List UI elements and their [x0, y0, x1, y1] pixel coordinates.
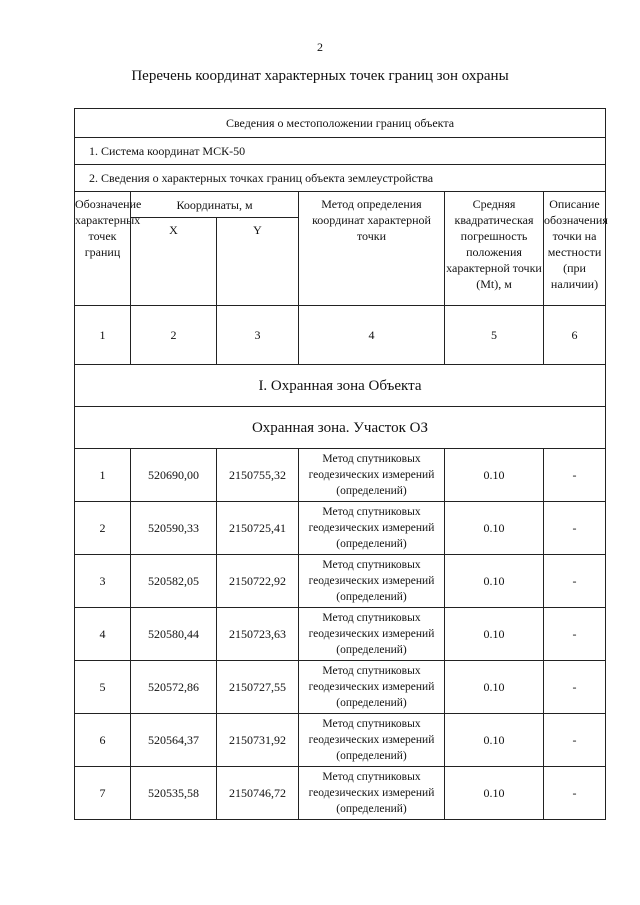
col-number: 4 [299, 306, 445, 365]
point-x: 520564,37 [131, 714, 217, 767]
point-method: Метод спутниковых геодезических измерений (определений) [299, 449, 445, 502]
points-header: 2. Сведения о характерных точках границ объекта землеустройства [75, 165, 606, 192]
point-number: 7 [75, 767, 131, 820]
point-description: - [544, 714, 606, 767]
point-y: 2150727,55 [217, 661, 299, 714]
col-header-coordinates: Координаты, м [131, 192, 299, 218]
point-number: 4 [75, 608, 131, 661]
point-x: 520582,05 [131, 555, 217, 608]
point-method: Метод спутниковых геодезических измерений (определений) [299, 714, 445, 767]
point-x: 520535,58 [131, 767, 217, 820]
point-method: Метод спутниковых геодезических измерений (определений) [299, 608, 445, 661]
subzone-title: Охранная зона. Участок ОЗ [75, 407, 606, 449]
point-method: Метод спутниковых геодезических измерений (определений) [299, 555, 445, 608]
point-mt: 0.10 [445, 449, 544, 502]
column-number-row [75, 306, 606, 365]
point-mt: 0.10 [445, 767, 544, 820]
table-row [75, 555, 606, 608]
point-y: 2150722,92 [217, 555, 299, 608]
zone-title: I. Охранная зона Объекта [75, 365, 606, 407]
table-row [75, 767, 606, 820]
col-header-y: Y [217, 218, 299, 306]
point-y: 2150731,92 [217, 714, 299, 767]
point-y: 2150723,63 [217, 608, 299, 661]
point-mt: 0.10 [445, 714, 544, 767]
table-row [75, 502, 606, 555]
point-description: - [544, 502, 606, 555]
point-mt: 0.10 [445, 608, 544, 661]
coordinate-system: 1. Система координат МСК-50 [75, 138, 606, 165]
table-row [75, 608, 606, 661]
table-row [75, 449, 606, 502]
col-number: 2 [131, 306, 217, 365]
table-body [75, 109, 606, 820]
point-number: 1 [75, 449, 131, 502]
point-number: 6 [75, 714, 131, 767]
point-x: 520690,00 [131, 449, 217, 502]
col-number: 5 [445, 306, 544, 365]
col-header-error: Средняя квадратическая погрешность положения характерной точки (Mt), м [445, 192, 544, 306]
coordinates-table [74, 108, 606, 820]
point-x: 520572,86 [131, 661, 217, 714]
point-x: 520580,44 [131, 608, 217, 661]
col-header-x: X [131, 218, 217, 306]
document-title: Перечень координат характерных точек границ зон охраны [131, 68, 509, 84]
point-mt: 0.10 [445, 502, 544, 555]
point-mt: 0.10 [445, 661, 544, 714]
point-mt: 0.10 [445, 555, 544, 608]
point-description: - [544, 608, 606, 661]
point-number: 3 [75, 555, 131, 608]
point-description: - [544, 449, 606, 502]
point-number: 2 [75, 502, 131, 555]
table-row [75, 714, 606, 767]
point-method: Метод спутниковых геодезических измерений (определений) [299, 502, 445, 555]
point-y: 2150725,41 [217, 502, 299, 555]
col-number: 3 [217, 306, 299, 365]
point-method: Метод спутниковых геодезических измерений (определений) [299, 767, 445, 820]
point-y: 2150755,32 [217, 449, 299, 502]
col-number: 1 [75, 306, 131, 365]
col-header-designation: Обозначение характерных точек границ [75, 192, 131, 306]
point-x: 520590,33 [131, 502, 217, 555]
point-description: - [544, 555, 606, 608]
col-header-description: Описание обозначения точки на местности (при наличии) [544, 192, 606, 306]
point-description: - [544, 767, 606, 820]
section-header: Сведения о местоположении границ объекта [75, 109, 606, 138]
col-header-method: Метод определения координат характерной точки [299, 192, 445, 306]
point-y: 2150746,72 [217, 767, 299, 820]
point-method: Метод спутниковых геодезических измерений (определений) [299, 661, 445, 714]
point-number: 5 [75, 661, 131, 714]
table-row [75, 661, 606, 714]
page-number: 2 [317, 40, 323, 54]
col-number: 6 [544, 306, 606, 365]
point-description: - [544, 661, 606, 714]
